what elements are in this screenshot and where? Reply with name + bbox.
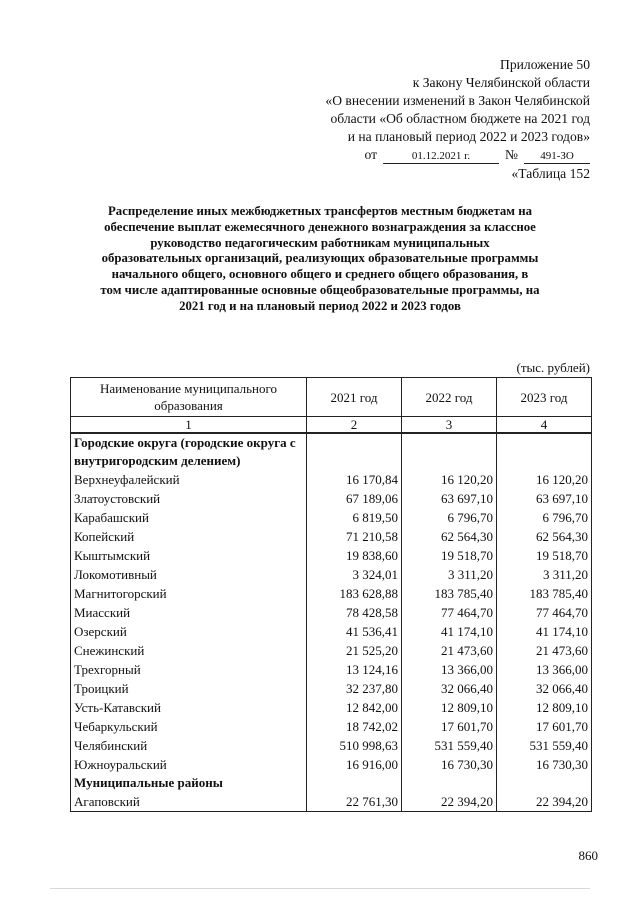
appendix-line: области «Об областном бюджете на 2021 год (330, 111, 590, 126)
value-2021: 71 210,58 (307, 527, 402, 546)
value-2023: 3 311,20 (497, 565, 592, 584)
table-row (71, 470, 592, 489)
municipality-name: Чебаркульский (71, 717, 307, 736)
table-header-row (71, 378, 592, 417)
table-row (71, 679, 592, 698)
value-2021: 3 324,01 (307, 565, 402, 584)
header-2021: 2021 год (307, 378, 402, 417)
column-number: 2 (307, 417, 402, 434)
value-2023: 62 564,30 (497, 527, 592, 546)
value-2022: 17 601,70 (402, 717, 497, 736)
municipality-name: Миасский (71, 603, 307, 622)
value-2022: 63 697,10 (402, 489, 497, 508)
municipality-name: Магнитогорский (71, 584, 307, 603)
value-2023: 12 809,10 (497, 698, 592, 717)
table-row (71, 622, 592, 641)
law-number: 491-ЗО (524, 150, 590, 164)
value-2021: 19 838,60 (307, 546, 402, 565)
table-row (71, 717, 592, 736)
appendix-line: Приложение 50 (500, 57, 590, 72)
table-row (71, 508, 592, 527)
appendix-block (260, 56, 590, 164)
value-2021: 78 428,58 (307, 603, 402, 622)
table-row (71, 565, 592, 584)
table-row (71, 792, 592, 812)
header-2022: 2022 год (402, 378, 497, 417)
value-2022: 16 730,30 (402, 755, 497, 774)
value-2023: 16 730,30 (497, 755, 592, 774)
value-2021: 16 916,00 (307, 755, 402, 774)
value-2021: 22 761,30 (307, 792, 402, 812)
column-number: 1 (71, 417, 307, 434)
transfers-table (70, 377, 592, 812)
value-2021: 41 536,41 (307, 622, 402, 641)
document-title: Распределение иных межбюджетных трансфертов местным бюджетам на обеспечение выплат ежемесячного денежного вознаграждения за классное руководство педагогическим работникам муниципальных образовательных организаций, реализующих образовательные программы начального общего, основного общего и среднего общего образования, в том числе адаптированные основные общеобразовательные программы, на 2021 год и на плановый период 2022 и 2023 годов (100, 204, 540, 313)
municipality-name: Агаповский (71, 792, 307, 812)
value-2021: 18 742,02 (307, 717, 402, 736)
value-2021: 6 819,50 (307, 508, 402, 527)
page-number: 860 (578, 848, 598, 863)
value-2021: 510 998,63 (307, 736, 402, 755)
value-2023: 531 559,40 (497, 736, 592, 755)
municipality-name: Снежинский (71, 641, 307, 660)
appendix-line: и на плановый период 2022 и 2023 годов» (347, 129, 590, 144)
value-2022: 13 366,00 (402, 660, 497, 679)
value-2021: 32 237,80 (307, 679, 402, 698)
value-2023: 19 518,70 (497, 546, 592, 565)
value-2023: 41 174,10 (497, 622, 592, 641)
municipality-name: Карабашский (71, 508, 307, 527)
scan-edge-line (50, 888, 590, 889)
value-2023: 63 697,10 (497, 489, 592, 508)
table-row (71, 546, 592, 565)
value-2022: 6 796,70 (402, 508, 497, 527)
table-row (71, 527, 592, 546)
municipality-name: Усть-Катавский (71, 698, 307, 717)
value-2021: 12 842,00 (307, 698, 402, 717)
municipality-name: Златоустовский (71, 489, 307, 508)
value-2023: 22 394,20 (497, 792, 592, 812)
law-date-number-line (260, 146, 590, 164)
value-2022: 12 809,10 (402, 698, 497, 717)
value-2021: 16 170,84 (307, 470, 402, 489)
municipality-name: Локомотивный (71, 565, 307, 584)
units-label: (тыс. рублей) (516, 360, 590, 375)
table-row (71, 698, 592, 717)
table-row (71, 489, 592, 508)
municipality-name: Южноуральский (71, 755, 307, 774)
municipality-name: Верхнеуфалейский (71, 470, 307, 489)
municipality-name: Озерский (71, 622, 307, 641)
value-2021: 21 525,20 (307, 641, 402, 660)
value-2022: 19 518,70 (402, 546, 497, 565)
value-2022: 22 394,20 (402, 792, 497, 812)
value-2023: 32 066,40 (497, 679, 592, 698)
table-row (71, 736, 592, 755)
value-2022: 41 174,10 (402, 622, 497, 641)
table-row (71, 584, 592, 603)
from-label: от (364, 147, 378, 162)
appendix-line: к Закону Челябинской области (412, 75, 590, 90)
column-number: 4 (497, 417, 592, 434)
header-2023: 2023 год (497, 378, 592, 417)
value-2023: 77 464,70 (497, 603, 592, 622)
appendix-line: «О внесении изменений в Закон Челябинской (325, 93, 590, 108)
table-row (71, 755, 592, 774)
group-row-districts (71, 774, 592, 792)
value-2022: 3 311,20 (402, 565, 497, 584)
group-title-districts: Муниципальные районы (71, 774, 307, 792)
municipality-name: Трехгорный (71, 660, 307, 679)
value-2022: 183 785,40 (402, 584, 497, 603)
group-row-urban (71, 433, 592, 470)
value-2022: 21 473,60 (402, 641, 497, 660)
column-number-row (71, 417, 592, 434)
municipality-name: Челябинский (71, 736, 307, 755)
value-2022: 77 464,70 (402, 603, 497, 622)
value-2021: 183 628,88 (307, 584, 402, 603)
municipality-name: Кыштымский (71, 546, 307, 565)
value-2023: 16 120,20 (497, 470, 592, 489)
group-title-urban: Городские округа (городские округа с внутригородским делением) (71, 433, 307, 470)
value-2023: 6 796,70 (497, 508, 592, 527)
value-2023: 17 601,70 (497, 717, 592, 736)
value-2023: 13 366,00 (497, 660, 592, 679)
table-row (71, 641, 592, 660)
column-number: 3 (402, 417, 497, 434)
table-row (71, 603, 592, 622)
value-2022: 531 559,40 (402, 736, 497, 755)
number-sign: № (505, 147, 518, 162)
law-date: 01.12.2021 г. (383, 150, 499, 164)
value-2022: 32 066,40 (402, 679, 497, 698)
value-2022: 62 564,30 (402, 527, 497, 546)
table-row (71, 660, 592, 679)
value-2021: 13 124,16 (307, 660, 402, 679)
value-2023: 183 785,40 (497, 584, 592, 603)
municipality-name: Копейский (71, 527, 307, 546)
value-2021: 67 189,06 (307, 489, 402, 508)
municipality-name: Троицкий (71, 679, 307, 698)
table-label: «Таблица 152 (511, 166, 590, 181)
value-2022: 16 120,20 (402, 470, 497, 489)
header-municipality: Наименование муниципального образования (71, 378, 307, 417)
value-2023: 21 473,60 (497, 641, 592, 660)
